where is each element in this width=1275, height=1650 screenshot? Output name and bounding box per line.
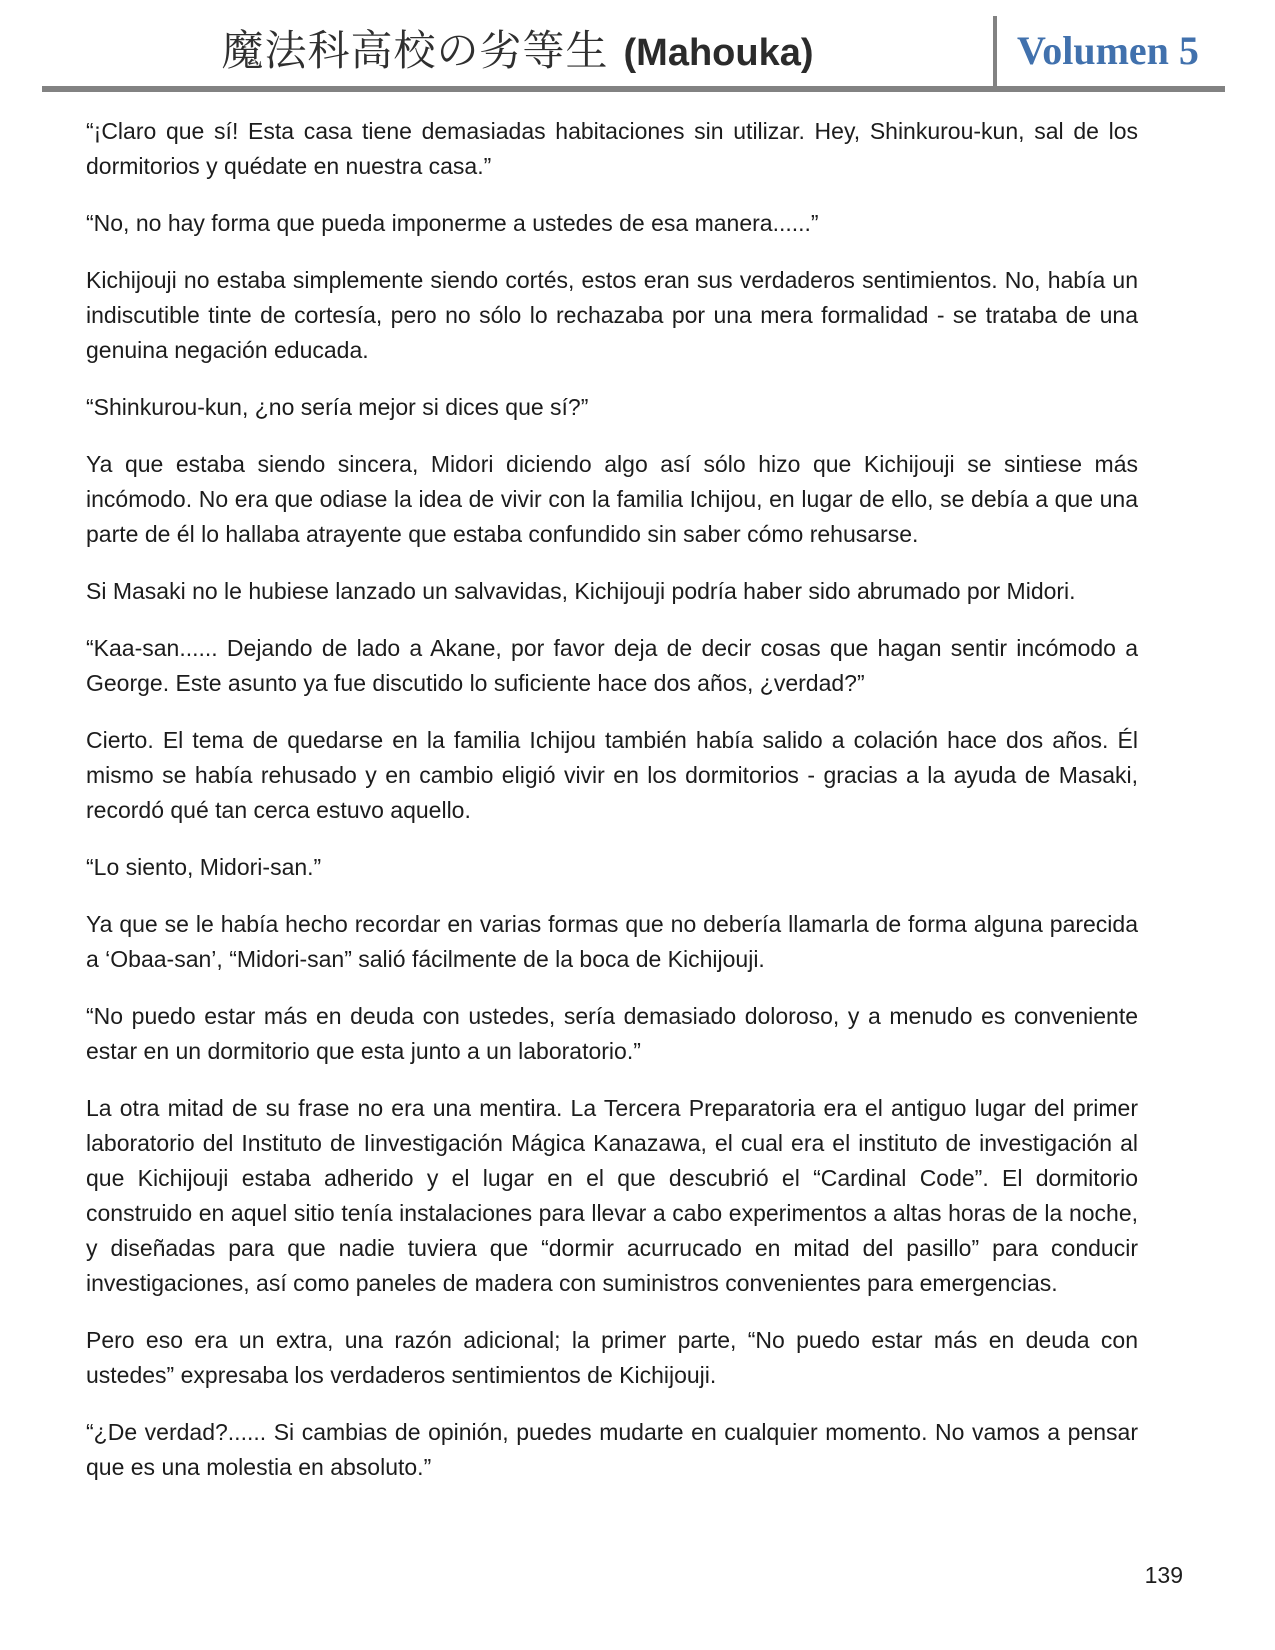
paragraph: “Kaa-san...... Dejando de lado a Akane, por favor deja de decir cosas que hagan sentir incómodo a George. Este asunto ya fue discutido lo suficiente hace dos años, ¿verdad?” (86, 635, 1138, 696)
paragraph: Pero eso era un extra, una razón adicional; la primer parte, “No puedo estar más en deuda con ustedes” expresaba los verdaderos sentimientos de Kichijouji. (86, 1327, 1138, 1388)
paragraph: Ya que se le había hecho recordar en varias formas que no debería llamarla de forma alguna parecida a ‘Obaa-san’, “Midori-san” salió fácilmente de la boca de Kichijouji. (86, 911, 1138, 972)
paragraph: Cierto. El tema de quedarse en la familia Ichijou también había salido a colación hace dos años. Él mismo se había rehusado y en cambio eligió vivir en los dormitorios - gracias a la ayuda de Masaki, recordó qué tan cerca estuvo aquello. (86, 727, 1138, 823)
paragraph: “Lo siento, Midori-san.” (86, 854, 322, 880)
page-number: 139 (1144, 1562, 1183, 1588)
document-title (42, 18, 993, 86)
paragraph: Ya que estaba siendo sincera, Midori diciendo algo así sólo hizo que Kichijouji se sintiese más incómodo. No era que odiase la idea de vivir con la familia Ichijou, en lugar de ello, se debía a que una parte de él lo hallaba atrayente que estaba confundido sin saber cómo rehusarse. (86, 451, 1138, 547)
paragraph: “No puedo estar más en deuda con ustedes, sería demasiado doloroso, y a menudo es conveniente estar en un dormitorio que esta junto a un laboratorio.” (86, 1003, 1138, 1064)
paragraph: Kichijouji no estaba simplemente siendo cortés, estos eran sus verdaderos sentimientos. No, había un indiscutible tinte de cortesía, pero no sólo lo rechazaba por una mera formalidad - se trataba de una genuina negación educada. (86, 267, 1138, 363)
page-header (0, 0, 1275, 92)
document-title-romaji: (Mahouka) (623, 32, 814, 74)
volume-label: Volumen 5 (1017, 28, 1199, 73)
paragraph: La otra mitad de su frase no era una mentira. La Tercera Preparatoria era el antiguo lugar del primer laboratorio del Instituto de Iinvestigación Mágica Kanazawa, el cual era el instituto de investigación al que Kichijouji estaba adherido y el lugar en el que descubrió el “Cardinal Code”. El dormitorio construido en aquel sitio tenía instalaciones para llevar a cabo experimentos a altas horas de la noche, y diseñadas para que nadie tuviera que “dormir acurrucado en mitad del pasillo” para conducir investigaciones, así como paneles de madera con suministros convenientes para emergencias. (86, 1095, 1138, 1296)
paragraph: “Shinkurou-kun, ¿no sería mejor si dices que sí?” (86, 394, 589, 420)
paragraph: Si Masaki no le hubiese lanzado un salvavidas, Kichijouji podría haber sido abrumado por Midori. (86, 578, 1076, 604)
body-text (86, 114, 1138, 1507)
document-title-japanese: 魔法科高校の劣等生 (221, 26, 609, 75)
paragraph: “¡Claro que sí! Esta casa tiene demasiadas habitaciones sin utilizar. Hey, Shinkurou-kun, sal de los dormitorios y quédate en nuestra casa.” (86, 118, 1138, 179)
paragraph: “No, no hay forma que pueda imponerme a ustedes de esa manera......” (86, 210, 819, 236)
paragraph: “¿De verdad?...... Si cambias de opinión, puedes mudarte en cualquier momento. No vamos a pensar que es una molestia en absoluto.” (86, 1419, 1138, 1480)
header-rule (42, 86, 1225, 92)
